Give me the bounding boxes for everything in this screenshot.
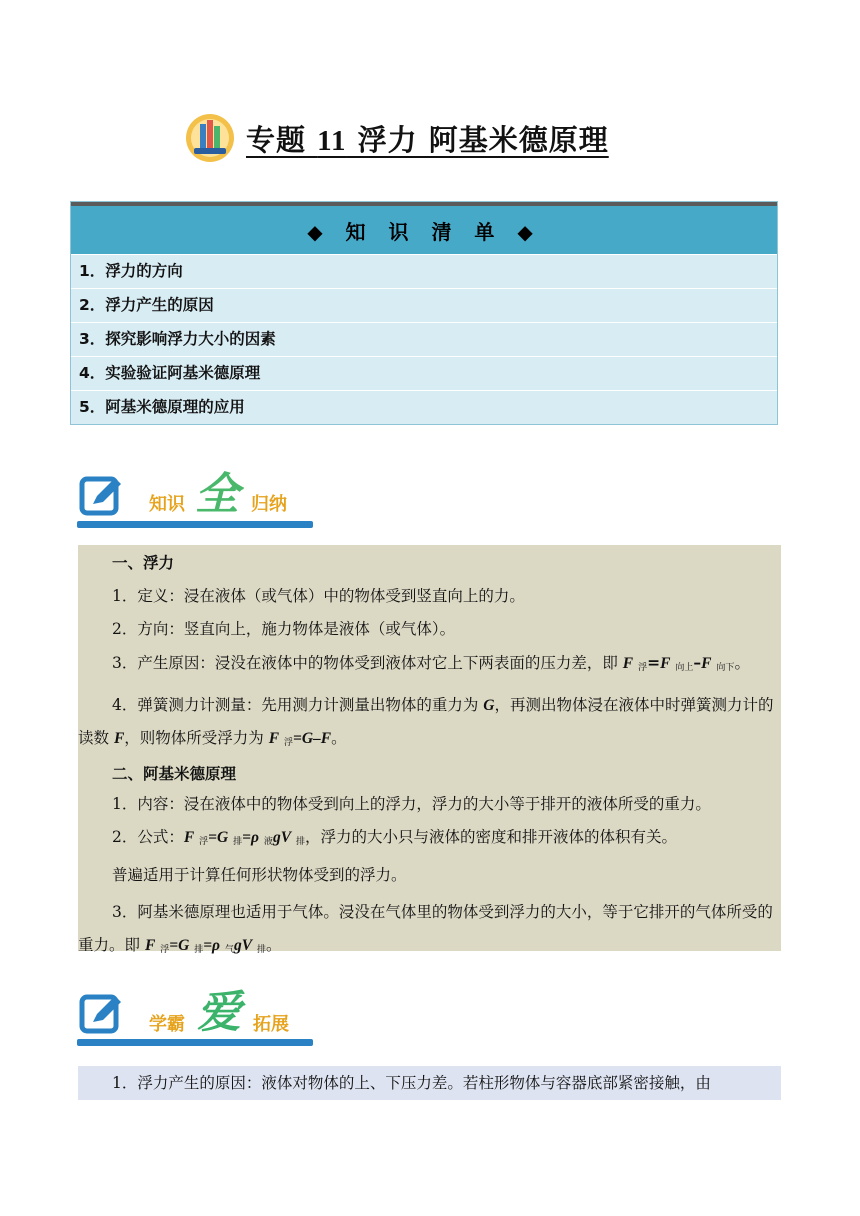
- pencil-note-icon: [79, 992, 123, 1036]
- book-logo-icon: [184, 112, 236, 164]
- paragraph: 1．内容：浸在液体中的物体受到向上的浮力，浮力的大小等于排开的液体所受的重力。: [112, 795, 711, 813]
- banner-left-text: 学霸: [149, 1014, 185, 1035]
- page-title: 专题 11 浮力 阿基米德原理: [246, 123, 609, 157]
- paragraph: 3．产生原因：浸没在液体中的物体受到液体对它上下两表面的压力差，即 F $_浮$=F $_{向上}$–F $_{向下}$。: [112, 653, 750, 673]
- section-heading: 一、浮力: [112, 554, 175, 572]
- paragraph: 普遍适用于计算任何形状物体受到的浮力。: [112, 866, 407, 884]
- banner-big-char: 全: [195, 469, 239, 520]
- banner-left-text: 知识: [149, 494, 185, 515]
- section-banner-summary: [77, 462, 313, 528]
- knowledge-list-header: ◆ 知 识 清 单 ◆: [71, 202, 777, 254]
- section-heading: 二、阿基米德原理: [112, 765, 237, 783]
- section-banner-extension: [77, 980, 313, 1046]
- banner-right-text: 拓展: [253, 1014, 289, 1035]
- extension-box: [78, 1066, 781, 1100]
- banner-underline: [77, 521, 313, 528]
- document-title: [0, 108, 860, 168]
- knowledge-list-item: 1．浮力的方向: [71, 254, 777, 288]
- knowledge-list: [70, 201, 778, 425]
- knowledge-list-item: 4．实验验证阿基米德原理: [71, 356, 777, 390]
- banner-right-text: 归纳: [251, 494, 287, 515]
- paragraph: 1．定义：浸在液体（或气体）中的物体受到竖直向上的力。: [112, 587, 525, 605]
- knowledge-list-item: 3．探究影响浮力大小的因素: [71, 322, 777, 356]
- knowledge-list-item: 2．浮力产生的原因: [71, 288, 777, 322]
- banner-underline: [77, 1039, 313, 1046]
- knowledge-list-item: 5．阿基米德原理的应用: [71, 390, 777, 424]
- pencil-note-icon: [79, 474, 123, 518]
- summary-box: [78, 545, 781, 955]
- paragraph: 2．公式：F $_浮$=G $_排$=ρ $_液$gV $_排$，浮力的大小只与液体的密度和排开液体的体积有关。: [112, 828, 677, 847]
- paragraph: 2．方向：竖直向上，施力物体是液体（或气体）。: [112, 620, 456, 638]
- paragraph: 4．弹簧测力计测量：先用测力计测量出物体的重力为 G，再测出物体浸在液体中时弹簧测力计的读数 F，则物体所受浮力为 F $_浮$=G–F。: [78, 696, 774, 748]
- paragraph: 3．阿基米德原理也适用于气体。浸没在气体里的物体受到浮力的大小，等于它排开的气体所受的重力。即 F $_浮$=G $_排$=ρ $_气$gV $_排$。: [78, 903, 773, 955]
- banner-big-char: 爱: [197, 987, 241, 1038]
- paragraph: 1．浮力产生的原因：液体对物体的上、下压力差。若柱形物体与容器底部紧密接触，由: [112, 1074, 711, 1092]
